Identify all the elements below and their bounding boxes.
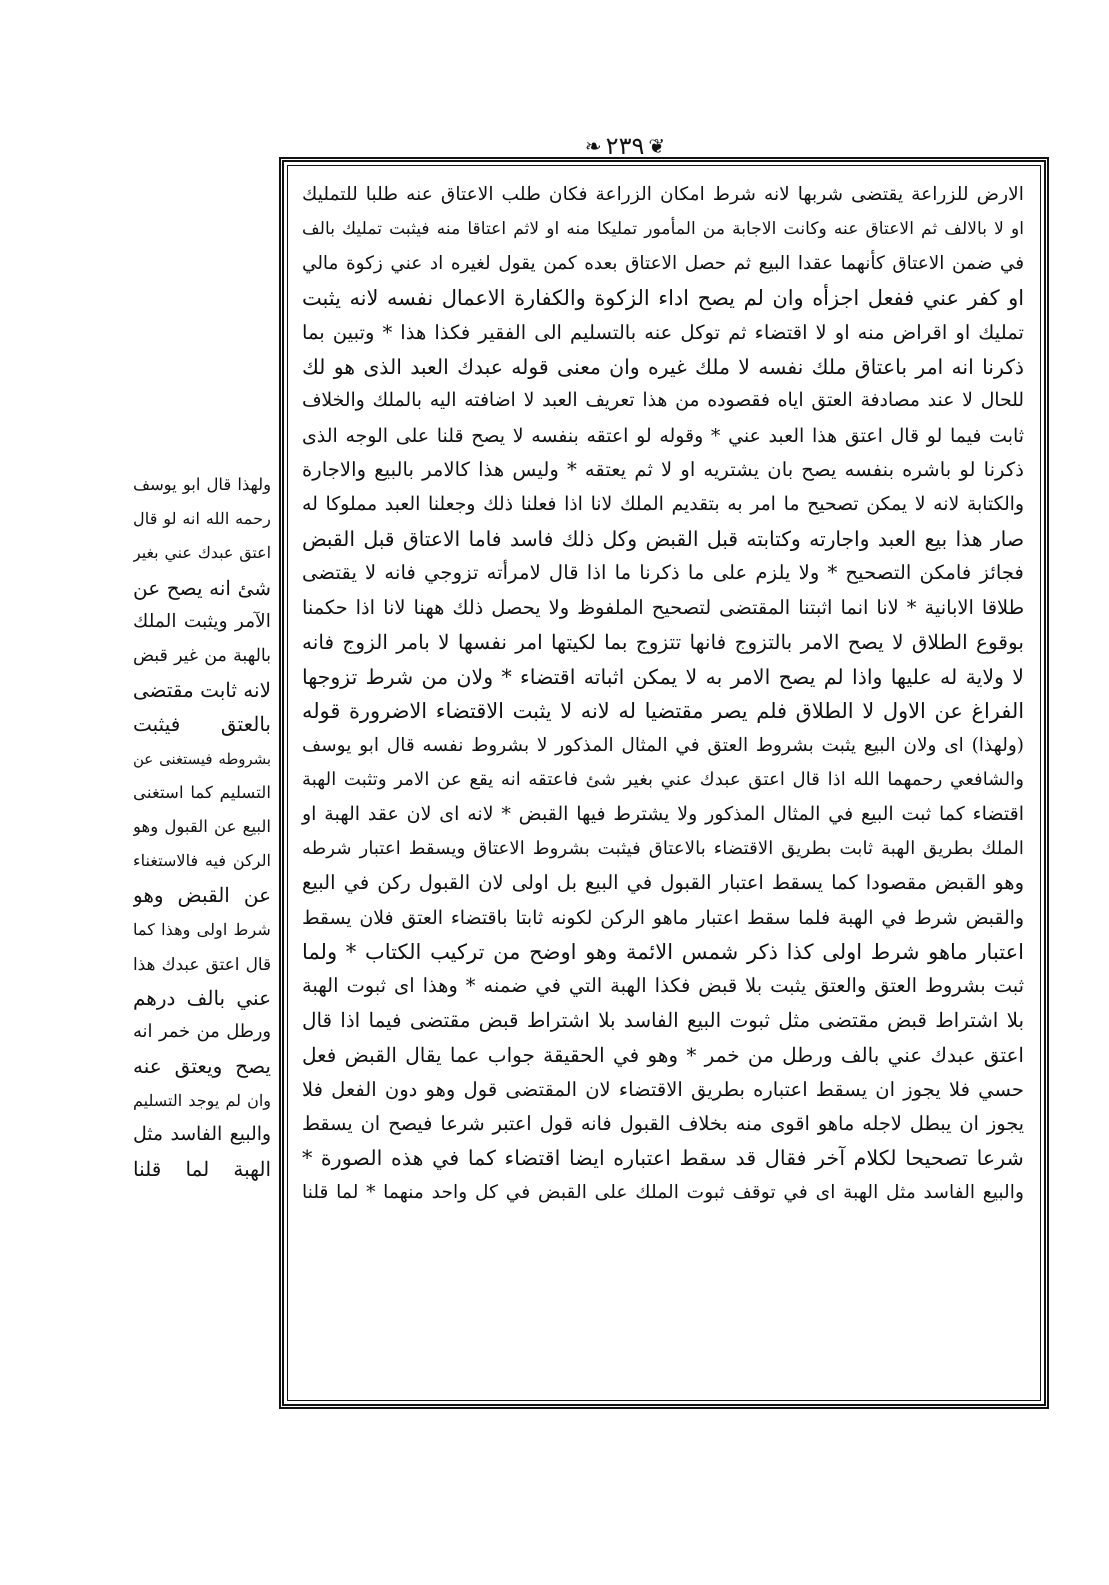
main-text-line: والبيع الفاسد مثل الهبة اى في توقف ثبوت الملك على القبض في كل واحد منهما * لما قلنا bbox=[302, 1181, 1024, 1203]
margin-note bbox=[133, 468, 271, 1458]
main-text-line: الملك بطريق الهبة ثابت بطريق الاقتضاء بالاعتاق فيثبت بشروط الاعتاق ويسقط اعتبار شرطه bbox=[302, 837, 1024, 859]
main-text-line: الفراغ عن الاول لا الطلاق فلم يصر مقتضيا له لانه لا يثبت الاقتضاء الاضرورة قوله bbox=[302, 699, 1024, 724]
margin-note-line: شئ انه يصح عن bbox=[133, 575, 271, 600]
main-text-inner-border bbox=[287, 165, 1041, 1401]
main-text-line: يجوز ان يبطل لاجله ماهو اقوى منه بخلاف القبول فانه قول اعتبر شرعا فيصح ان يسقط bbox=[302, 1111, 1024, 1135]
main-text-line: بوقوع الطلاق لا يصح الامر بالتزوج فانها تتزوج بما لكيتها امر نفسها لا بامر الزوج فانه bbox=[302, 630, 1024, 655]
margin-note-line: والبيع الفاسد مثل bbox=[133, 1123, 271, 1145]
margin-note-line: قال اعتق عبدك هذا bbox=[133, 953, 271, 974]
margin-note-line: بالعتق فيثبت bbox=[133, 712, 271, 737]
main-text-line: والشافعي رحمهما الله اذا قال اعتق عبدك عني بغير شئ فاعتقه انه يقع عن الامر وتثبت الهبة bbox=[302, 768, 1024, 790]
margin-note-body bbox=[133, 468, 271, 1186]
margin-note-line: الركن فيه فالاستغناء bbox=[133, 851, 271, 871]
main-text-line: (ولهذا) اى ولان البيع يثبت بشروط العتق في المثال المذكور لا بشروط نفسه قال ابو يوسف bbox=[302, 734, 1024, 756]
main-text-frame bbox=[279, 157, 1049, 1409]
main-text-line: ذكرنا لو باشره بنفسه يصح بان يشتريه او لا ثم يعتقه * وليس هذا كالامر بالبيع والاجارة bbox=[302, 458, 1024, 482]
margin-note-line: ورطل من خمر انه bbox=[133, 1021, 271, 1043]
margin-note-line: بالهبة من غير قبض bbox=[133, 646, 271, 667]
main-text-line: طلاقا الابانية * لانا انما اثبتنا المقتضى لتصحيح الملفوظ ولا يحصل ذلك ههنا لانا اذا حكمنا bbox=[302, 595, 1024, 619]
main-text-line: بلا اشتراط قبض مقتضى مثل ثبوت البيع الفاسد بلا اشتراط قبض مقتضى فيما اذا قال bbox=[302, 1008, 1024, 1032]
main-text-line: والكتابة لانه لا يمكن تصحيح ما امر به بتقديم الملك لانا اذا فعلنا ذلك وجعلنا العبد مملوكا له bbox=[302, 493, 1024, 515]
main-text-line: ثبت بشروط العتق والعتق يثبت بلا قبض فكذا الهبة التي في ضمنه * وهذا اى ثبوت الهبة bbox=[302, 974, 1024, 998]
main-text-line: اقتضاء كما ثبت البيع في المثال المذكور ولا يشترط فيها القبض * لانه اى لان عقد الهبة او bbox=[302, 803, 1024, 826]
margin-note-line: رحمه الله انه لو قال bbox=[133, 509, 271, 529]
main-text-line: صار هذا بيع العبد واجارته وكتابته قبل القبض وكل ذلك فاسد فاما الاعتاق قبل القبض bbox=[302, 527, 1024, 552]
main-text-line: شرعا تصحيحا لكلام آخر فقال قد سقط اعتباره ايضا اقتضاء كما في هذه الصورة * bbox=[302, 1146, 1024, 1171]
page-number-text: ٢٣٩ bbox=[605, 132, 645, 160]
main-text-line: الارض للزراعة يقتضى شربها لانه شرط امكان الزراعة فكان طلب الاعتاق عنه طلبا للتمليك bbox=[302, 184, 1024, 205]
margin-note-line: البيع عن القبول وهو bbox=[133, 817, 271, 837]
main-text-line: والقبض شرط في الهبة فلما سقط اعتبار ماهو الركن لكونه ثابتا باقتضاء العتق فلان يسقط bbox=[302, 906, 1024, 929]
main-text-line: للحال لا عند مصادفة العتق اياه فقصوده من هذا تعريف العبد لا اضافته اليه بالملك والخلاف bbox=[302, 390, 1024, 412]
margin-note-line: وان لم يوجد التسليم bbox=[133, 1090, 271, 1110]
main-text-line: لا ولاية له عليها واذا لم يصح الامر به لا يمكن اثباته اقتضاء * ولان من شرط تزوجها bbox=[302, 664, 1024, 689]
margin-note-line: شرط اولى وهذا كما bbox=[133, 919, 271, 939]
main-text-line: ذكرنا انه امر باعتاق ملك نفسه لا ملك غيره وان معنى قوله عبدك العبد الذى هو لك bbox=[302, 355, 1024, 380]
main-text-line: فجائز فامكن التصحيح * ولا يلزم على ما ذكرنا ما اذا قال لامرأته تزوجي فانه لا يقتضى bbox=[302, 561, 1024, 585]
margin-note-line: الآمر ويثبت الملك bbox=[133, 610, 271, 632]
main-text-line: او لا بالالف ثم الاعتاق عنه وكانت الاجابة من المأمور تمليكا منه او لاثم اعتاقا منه فيثبت تمليك بالف bbox=[302, 219, 1024, 240]
main-text-line: تمليك او اقراض منه او لا اقتضاء ثم توكل عنه بالتسليم الى الفقير فكذا هذا * وتبين بما bbox=[302, 320, 1024, 344]
margin-note-line: التسليم كما استغنى bbox=[133, 782, 271, 802]
margin-note-line: لانه ثابت مقتضى bbox=[133, 678, 271, 703]
main-text-line: او كفر عني ففعل اجزأه وان لم يصح اداء الزكوة والكفارة الاعمال نفسه لانه يثبت bbox=[302, 286, 1024, 311]
main-text-line: اعتق عبدك عني بالف ورطل من خمر * وهو في الحقيقة جواب عما يقال القبض فعل bbox=[302, 1043, 1024, 1068]
main-text-line: في ضمن الاعتاق كأنهما عقدا البيع ثم حصل الاعتاق بعده كمن يقول لغيره اد عني زكوة مالي bbox=[302, 252, 1024, 274]
main-text-line: ثابت فيما لو قال اعتق هذا العبد عني * وقوله لو اعتقه بنفسه لا يصح قلنا على الوجه الذى bbox=[302, 424, 1024, 447]
main-text-line: وهو القبض مقصودا كما يسقط اعتبار القبول في البيع بل اولى لان القبول ركن في البيع bbox=[302, 871, 1024, 895]
margin-note-line: عني بالف درهم bbox=[133, 986, 271, 1011]
margin-note-line: يصح ويعتق عنه bbox=[133, 1054, 271, 1079]
margin-note-line: بشروطه فيستغنى عن bbox=[133, 749, 271, 768]
margin-note-line: اعتق عبدك عني بغير bbox=[133, 543, 271, 563]
page-number-ornament-icon: ❧ bbox=[584, 134, 602, 158]
margin-note-line: عن القبض وهو bbox=[133, 883, 271, 908]
margin-note-line: الهبة لما قلنا bbox=[133, 1157, 271, 1182]
main-text-line: اعتبار ماهو شرط اولى كذا ذكر شمس الائمة وهو اوضح من تركيب الكتاب * ولما bbox=[302, 938, 1024, 964]
main-text-body bbox=[302, 178, 1024, 1210]
margin-note-line: ولهذا قال ابو يوسف bbox=[133, 475, 271, 494]
main-text-line: حسي فلا يجوز ان يسقط اعتباره بطريق الاقتضاء لان المقتضى قول وهو دون الفعل فلا bbox=[302, 1077, 1024, 1101]
page-number-ornament-icon: ❦ bbox=[648, 134, 666, 158]
